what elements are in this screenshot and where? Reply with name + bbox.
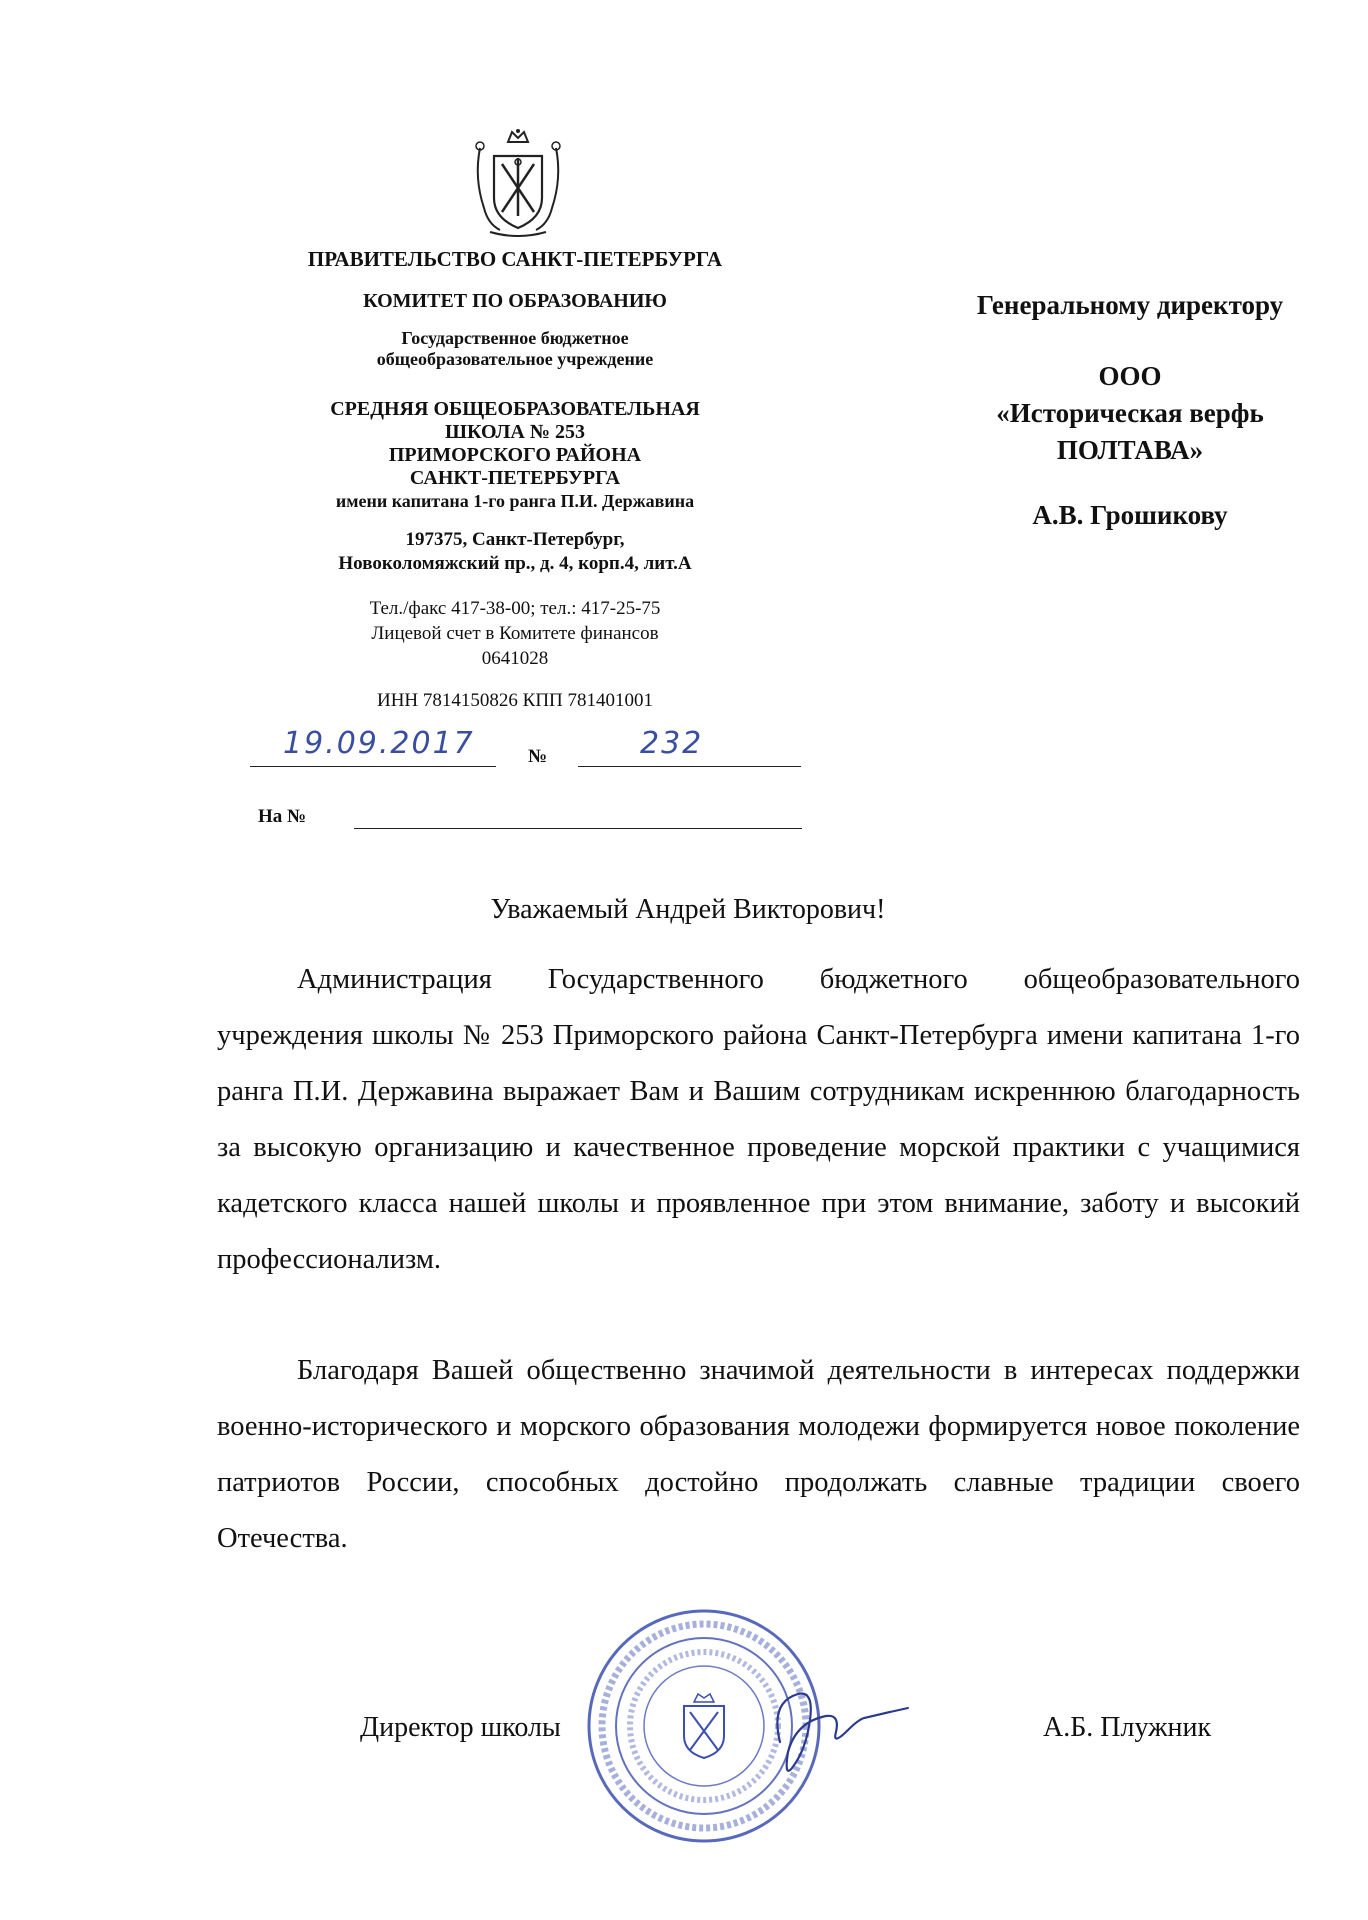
inn-kpp: ИНН 7814150826 КПП 781401001 (376, 690, 654, 711)
institution-type-line: Государственное бюджетное (401, 328, 629, 348)
number-label: № (528, 746, 548, 767)
government-title: ПРАВИТЕЛЬСТВО САНКТ-ПЕТЕРБУРГА (307, 247, 723, 271)
school-name-line: ШКОЛА № 253 (445, 421, 585, 443)
school-name (225, 398, 805, 513)
handwritten-date: 19.09.2017 (283, 726, 475, 761)
number-underline (578, 766, 801, 767)
committee-title: КОМИТЕТ ПО ОБРАЗОВАНИЮ (363, 290, 667, 312)
signatory-name: А.Б. Плужник (1043, 1712, 1212, 1743)
address-line: 197375, Санкт-Петербург, (405, 529, 625, 550)
phone-line: Тел./факс 417-38-00; тел.: 417-25-75 (369, 598, 661, 619)
school-name-line: ПРИМОРСКОГО РАЙОНА (388, 444, 642, 466)
date-underline (250, 766, 496, 767)
handwritten-signature-icon (740, 1672, 920, 1792)
school-name-line: СРЕДНЯЯ ОБЩЕОБРАЗОВАТЕЛЬНАЯ (330, 398, 700, 420)
addressee-org-line: ООО (1098, 361, 1162, 391)
salutation: Уважаемый Андрей Викторович! (490, 894, 886, 925)
school-address (225, 528, 805, 576)
addressee-org-line: ПОЛТАВА» (1056, 435, 1204, 465)
reply-label: На № (258, 806, 307, 827)
school-name-line: САНКТ-ПЕТЕРБУРГА (409, 467, 621, 489)
institution-type (225, 328, 805, 370)
saint-petersburg-coat-of-arms-icon (470, 128, 566, 238)
handwritten-number: 232 (640, 726, 704, 761)
addressee-org-line: «Историческая верфь (996, 398, 1264, 428)
paragraph-text: Благодаря Вашей общественно значимой деятельности в интересах поддержки военно-исторического и морского образования молодежи формируется новое поколение патриотов России, способных достойно продолжать славные традиции своего Отечества. (217, 1355, 1300, 1554)
contact-info (225, 596, 805, 671)
paragraph-text: Администрация Государственного бюджетного общеобразовательного учреждения школы № 253 Приморского района Санкт-Петербурга имени капитана 1-го ранга П.И. Державина выражает Вам и Вашим сотрудникам искреннюю благодарность за высокую организацию и качественное проведение морской практики с учащимися кадетского класса нашей школы и проявленное при этом внимание, заботу и высокий профессионализм. (217, 964, 1300, 1275)
signatory-role: Директор школы (360, 1712, 561, 1743)
addressee-title: Генеральному директору (976, 290, 1284, 320)
account-line: Лицевой счет в Комитете финансов (371, 623, 659, 644)
account-number: 0641028 (481, 648, 549, 669)
institution-type-line: общеобразовательное учреждение (376, 349, 654, 369)
letter-paragraph (217, 1343, 1300, 1567)
reply-underline (354, 828, 802, 829)
address-line: Новоколомяжский пр., д. 4, корп.4, лит.А (338, 553, 692, 574)
addressee-organization (880, 358, 1368, 469)
addressee-name: А.В. Грошикову (1032, 500, 1228, 530)
letter-paragraph (217, 952, 1300, 1288)
school-name-line: имени капитана 1-го ранга П.И. Державина (335, 491, 695, 511)
